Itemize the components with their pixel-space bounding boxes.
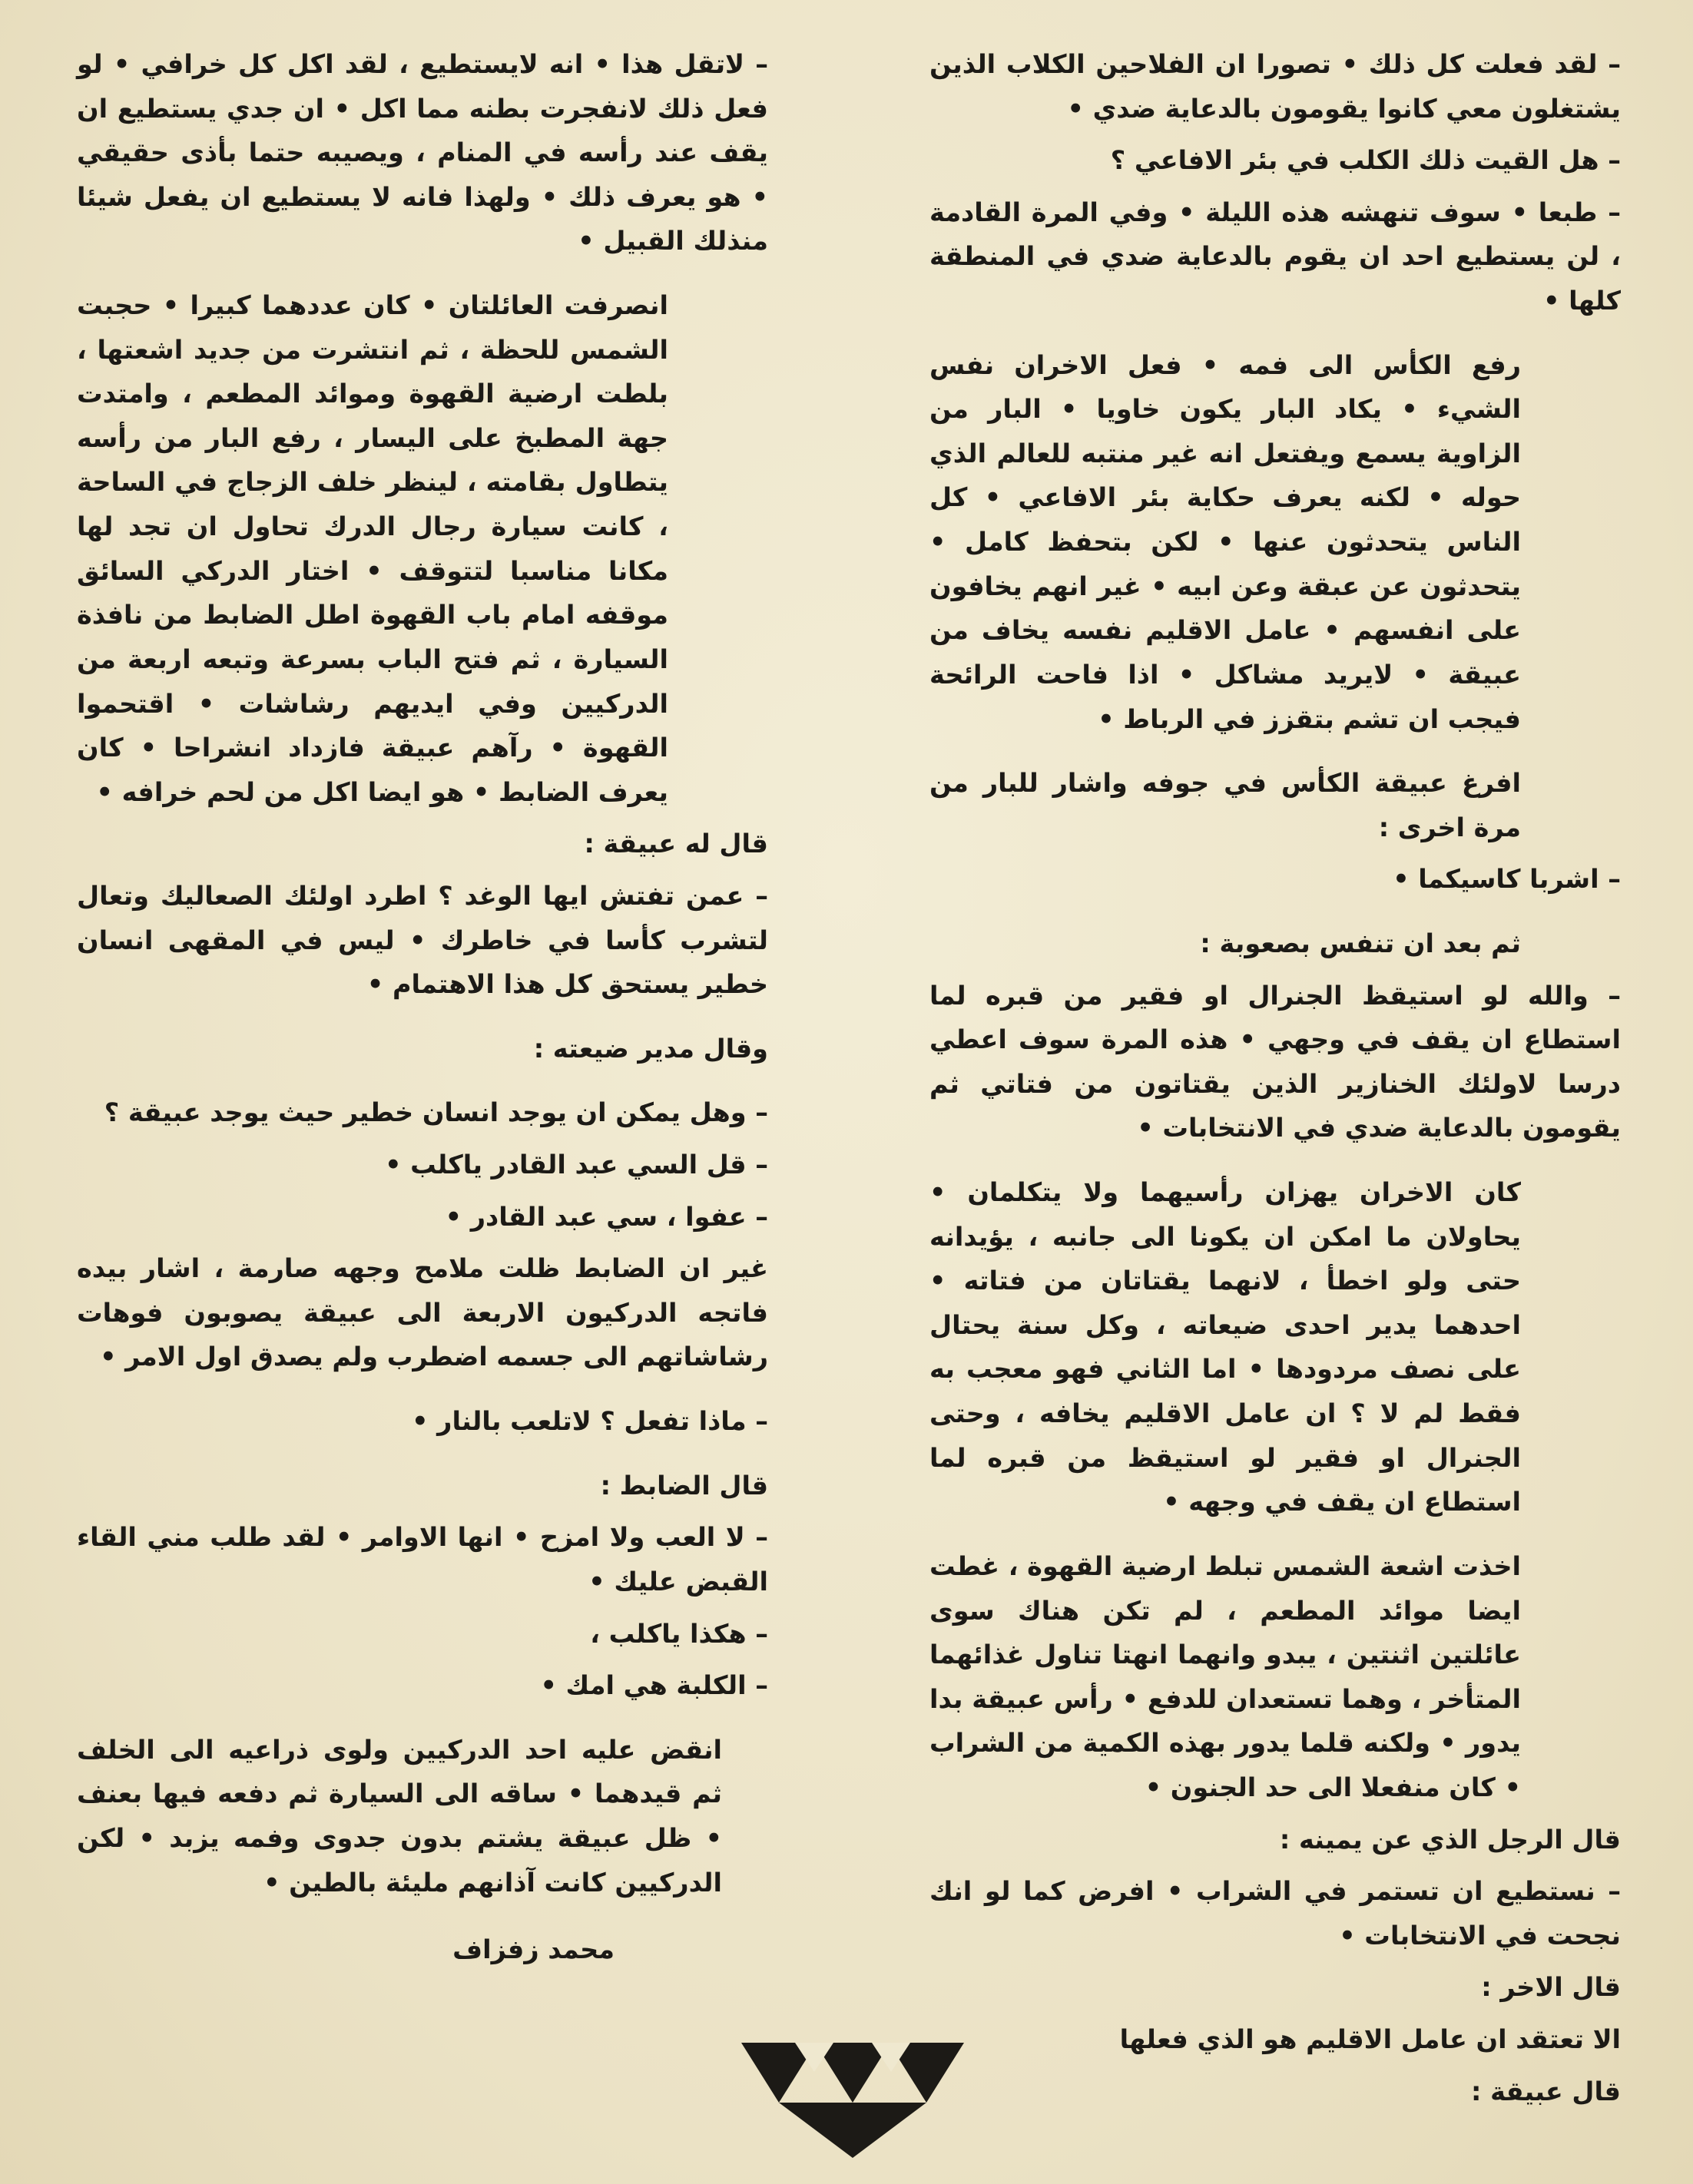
paragraph: وقال مدير ضيعته : bbox=[533, 1033, 768, 1064]
paragraph: – هكذا ياكلب ، bbox=[590, 1618, 768, 1649]
paragraph: الا تعتقد ان عامل الاقليم هو الذي فعلها bbox=[1119, 2024, 1621, 2054]
paragraph: – الكلبة هي امك • bbox=[540, 1670, 768, 1701]
paragraph: افرغ عبيقة الكأس في جوفه واشار للبار من مرة اخرى : bbox=[929, 768, 1521, 842]
paragraph: قال الضابط : bbox=[600, 1470, 768, 1501]
paragraph: انقض عليه احد الدركيين ولوى ذراعيه الى الخلف ثم قيدهما • ساقه الى السيارة ثم دفعه فيها بعنف • ظل عبيقة يشتم بدون جدوى وفمه يزبد • لكن الدركيين كانت آذانهم مليئة بالطين • bbox=[77, 1734, 722, 1898]
paragraph: – لا العب ولا امزح • انها الاوامر • لقد طلب مني القاء القبض عليك • bbox=[77, 1522, 768, 1597]
paragraph: – نستطيع ان تستمر في الشراب • افرض كما لو انك نجحت في الانتخابات • bbox=[929, 1876, 1621, 1951]
paragraph: – لاتقل هذا • انه لايستطيع ، لقد اكل كل خرافي • لو فعل ذلك لانفجرت بطنه مما اكل • ان جدي يستطيع ان يقف عند رأسه في المنام ، ويصيبه حتما بأذى حقيقي • هو يعرف ذلك • ولهذا فانه لا يستطيع ان يفعل شيئا منذلك القبيل • bbox=[77, 49, 768, 256]
paragraph: – والله لو استيقظ الجنرال او فقير من قبره لما استطاع ان يقف في وجهي • هذه المرة سوف اعطي درسا لاولئك الخنازير الذين يقتاتون من فتاتي ثم يقومون بالدعاية ضدي في الانتخابات • bbox=[929, 980, 1621, 1143]
paragraph: – عمن تفتش ايها الوغد ؟ اطرد اولئك الصعاليك وتعال لتشرب كأسا في خاطرك • ليس في المقهى انسان خطير يستحق كل هذا الاهتمام • bbox=[77, 880, 768, 1000]
paragraph: – عفوا ، سي عبد القادر • bbox=[445, 1201, 768, 1232]
paragraph: – اشربا كاسيكما • bbox=[1393, 864, 1621, 895]
author-signature: محمد زفزاف bbox=[452, 1934, 615, 1965]
paragraph: قال الرجل الذي عن يمينه : bbox=[1279, 1824, 1621, 1855]
paragraph: – قل السي عبد القادر ياكلب • bbox=[385, 1150, 768, 1180]
paragraph: قال الاخر : bbox=[1481, 1972, 1621, 2003]
paragraph: اخذت اشعة الشمس تبلط ارضية القهوة ، غطت ايضا موائد المطعم ، لم تكن هناك سوى عائلتين اثنتين ، يبدو وانهما انهتا تناول غذائهما المتأخر ، وهما تستعدان للدفع • رأس عبيقة بدا يدور • ولكنه قلما يدور بهذه الكمية من الشراب • كان منفعلا الى حد الجنون • bbox=[929, 1550, 1521, 1802]
paragraph: ثم بعد ان تنفس بصعوبة : bbox=[1200, 928, 1521, 958]
paragraph: قال عبيقة : bbox=[1471, 2076, 1621, 2106]
paragraph: غير ان الضابط ظلت ملامح وجهه صارمة ، اشار بيده فاتجه الدركيون الاربعة الى عبيقة يصوبون فوهات رشاشاتهم الى جسمه اضطرب ولم يصدق اول الامر • bbox=[77, 1253, 768, 1372]
paragraph: – هل القيت ذلك الكلب في بئر الافاعي ؟ bbox=[1110, 145, 1621, 176]
paragraph: قال له عبيقة : bbox=[584, 829, 768, 859]
text-column-right bbox=[929, 42, 1621, 2121]
text-column-left bbox=[77, 42, 768, 1980]
paragraph: – طبعا • سوف تنهشه هذه الليلة • وفي المرة القادمة ، لن يستطيع احد ان يقوم بالدعاية ضدي في المنطقة كلها • bbox=[929, 197, 1621, 316]
paragraph: – وهل يمكن ان يوجد انسان خطير حيث يوجد عبيقة ؟ bbox=[104, 1097, 768, 1128]
paragraph: – ماذا تفعل ؟ لاتلعب بالنار • bbox=[412, 1406, 768, 1437]
publisher-triangles-logo-icon bbox=[741, 2043, 964, 2158]
paragraph: كان الاخران يهزان رأسيهما ولا يتكلمان • يحاولان ما امكن ان يكونا الى جانبه ، يؤيدانه حتى ولو اخطأ ، لانهما يقتاتان من فتاته • احدهما يدير احدى ضيعاته ، وكل سنة يحتال على نصف مردودها • اما الثاني فهو معجب به فقط لم لا ؟ ان عامل الاقليم يخافه ، وحتى الجنرال او فقير لو استيقظ من قبره لما استطاع ان يقف في وجهه • bbox=[929, 1177, 1521, 1517]
paragraph: – لقد فعلت كل ذلك • تصورا ان الفلاحين الكلاب الذين يشتغلون معي كانوا يقومون بالدعاية ضدي • bbox=[929, 49, 1621, 124]
paragraph: انصرفت العائلتان • كان عددهما كبيرا • حجبت الشمس للحظة ، ثم انتشرت من جديد اشعتها ، بلطت ارضية القهوة وموائد المطعم ، وامتدت جهة المطبخ على اليسار ، رفع البار من رأسه يتطاول بقامته ، لينظر خلف الزجاج في الساحة ، كانت سيارة رجال الدرك تحاول ان تجد لها مكانا مناسبا لتتوقف • اختار الدركي السائق موقفه امام باب القهوة اطل الضابط من نافذة السيارة ، ثم فتح الباب بسرعة وتبعه اربعة من الدركيين وفي ايديهم رشاشات • اقتحموا القهوة • رآهم عبيقة فازداد انشراحا • كان يعرف الضابط • هو ايضا اكل من لحم خرافه • bbox=[77, 290, 668, 807]
paragraph: رفع الكأس الى فمه • فعل الاخران نفس الشيء • يكاد البار يكون خاويا • البار من الزاوية يسمع ويفتعل انه غير منتبه للعالم الذي حوله • لكنه يعرف حكاية بئر الافاعي • كل الناس يتحدثون عنها • لكن بتحفظ كامل • يتحدثون عن عبقة وعن ابيه • غير انهم يخافون على انفسهم • عامل الاقليم نفسه يخاف من عبيقة • لايريد مشاكل • اذا فاحت الرائحة فيجب ان تشم بتقزز في الرباط • bbox=[929, 349, 1521, 734]
